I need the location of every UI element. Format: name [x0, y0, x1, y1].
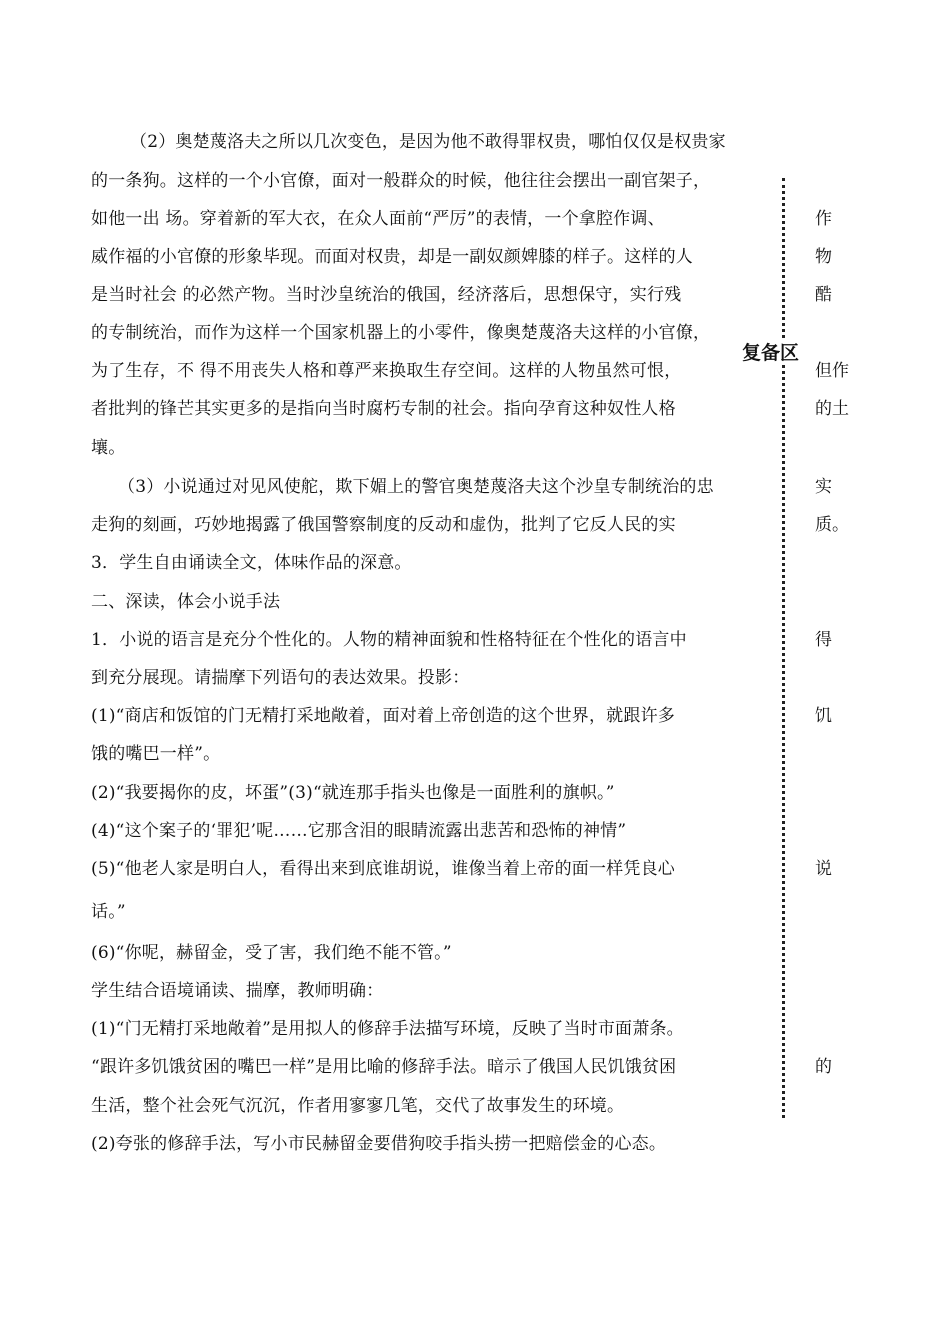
text-line: 学生结合语境诵读、揣摩，教师明确：: [91, 981, 384, 1001]
margin-divider: [782, 178, 785, 1118]
side-fragment: 作: [815, 209, 832, 229]
text-line: 威作福的小官僚的形象毕现。而面对权贵，却是一副奴颜婢膝的样子。这样的人: [91, 247, 693, 267]
side-fragment: 说: [815, 859, 832, 879]
text-line: “跟许多饥饿贫困的嘴巴一样”是用比喻的修辞手法。暗示了俄国人民饥饿贫困: [91, 1057, 677, 1077]
text-line: (1)“商店和饭馆的门无精打采地敞着，面对着上帝创造的这个世界，就跟许多: [91, 706, 675, 726]
side-fragment: 物: [815, 247, 832, 267]
text-line: 1．小说的语言是充分个性化的。人物的精神面貌和性格特征在个性化的语言中: [91, 630, 687, 650]
text-line: 壤。: [91, 438, 126, 458]
text-line: (2)夸张的修辞手法，写小市民赫留金要借狗咬手指头捞一把赔偿金的心态。: [91, 1134, 667, 1154]
text-line: (2)“我要揭你的皮，坏蛋”(3)“就连那手指头也像是一面胜利的旗帜。”: [91, 783, 615, 803]
side-fragment: 但作: [815, 361, 849, 381]
text-line: 走狗的刻画，巧妙地揭露了俄国警察制度的反动和虚伪，批判了它反人民的实: [91, 515, 676, 535]
side-fragment: 的: [815, 1057, 832, 1077]
side-fragment: 的土: [815, 399, 849, 419]
section-heading: 二、深读，体会小说手法: [91, 592, 281, 612]
side-fragment: 实: [815, 477, 832, 497]
text-line: （3）小说通过对见风使舵，欺下媚上的警官奥楚蔑洛夫这个沙皇专制统治的忠: [118, 477, 714, 497]
text-line: (4)“这个案子的‘罪犯’呢……它那含泪的眼睛流露出悲苦和恐怖的神情”: [91, 821, 627, 841]
side-fragment: 饥: [815, 706, 832, 726]
text-line: 为了生存，不 得不用丧失人格和尊严来换取生存空间。这样的人物虽然可恨，: [91, 361, 682, 381]
text-line: 生活，整个社会死气沉沉，作者用寥寥几笔，交代了故事发生的环境。: [91, 1096, 625, 1116]
review-zone-label: 复备区: [740, 338, 801, 365]
text-line: 到充分展现。请揣摩下列语句的表达效果。投影：: [91, 668, 470, 688]
text-line: 是当时社会 的必然产物。当时沙皇统治的俄国，经济落后，思想保守，实行残: [91, 285, 682, 305]
text-line: (1)“门无精打采地敞着”是用拟人的修辞手法描写环境，反映了当时市面萧条。: [91, 1019, 684, 1039]
text-line: 3．学生自由诵读全文，体味作品的深意。: [91, 553, 412, 573]
text-line: 话。”: [91, 902, 126, 922]
text-line: （2）奥楚蔑洛夫之所以几次变色，是因为他不敢得罪权贵，哪怕仅仅是权贵家: [130, 132, 726, 152]
text-line: 饿的嘴巴一样”。: [91, 744, 221, 764]
text-line: (5)“他老人家是明白人，看得出来到底谁胡说，谁像当着上帝的面一样凭良心: [91, 859, 675, 879]
text-line: 如他一出 场。穿着新的军大衣，在众人面前“严厉”的表情，一个拿腔作调、: [91, 209, 665, 229]
text-line: 者批判的锋芒其实更多的是指向当时腐朽专制的社会。指向孕育这种奴性人格: [91, 399, 676, 419]
side-fragment: 酷: [815, 285, 832, 305]
text-line: (6)“你呢，赫留金，受了害，我们绝不能不管。”: [91, 943, 452, 963]
text-line: 的一条狗。这样的一个小官僚，面对一般群众的时候，他往往会摆出一副官架子，: [91, 171, 711, 191]
side-fragment: 得: [815, 630, 832, 650]
side-fragment: 质。: [815, 515, 849, 535]
text-line: 的专制统治，而作为这样一个国家机器上的小零件，像奥楚蔑洛夫这样的小官僚，: [91, 323, 711, 343]
